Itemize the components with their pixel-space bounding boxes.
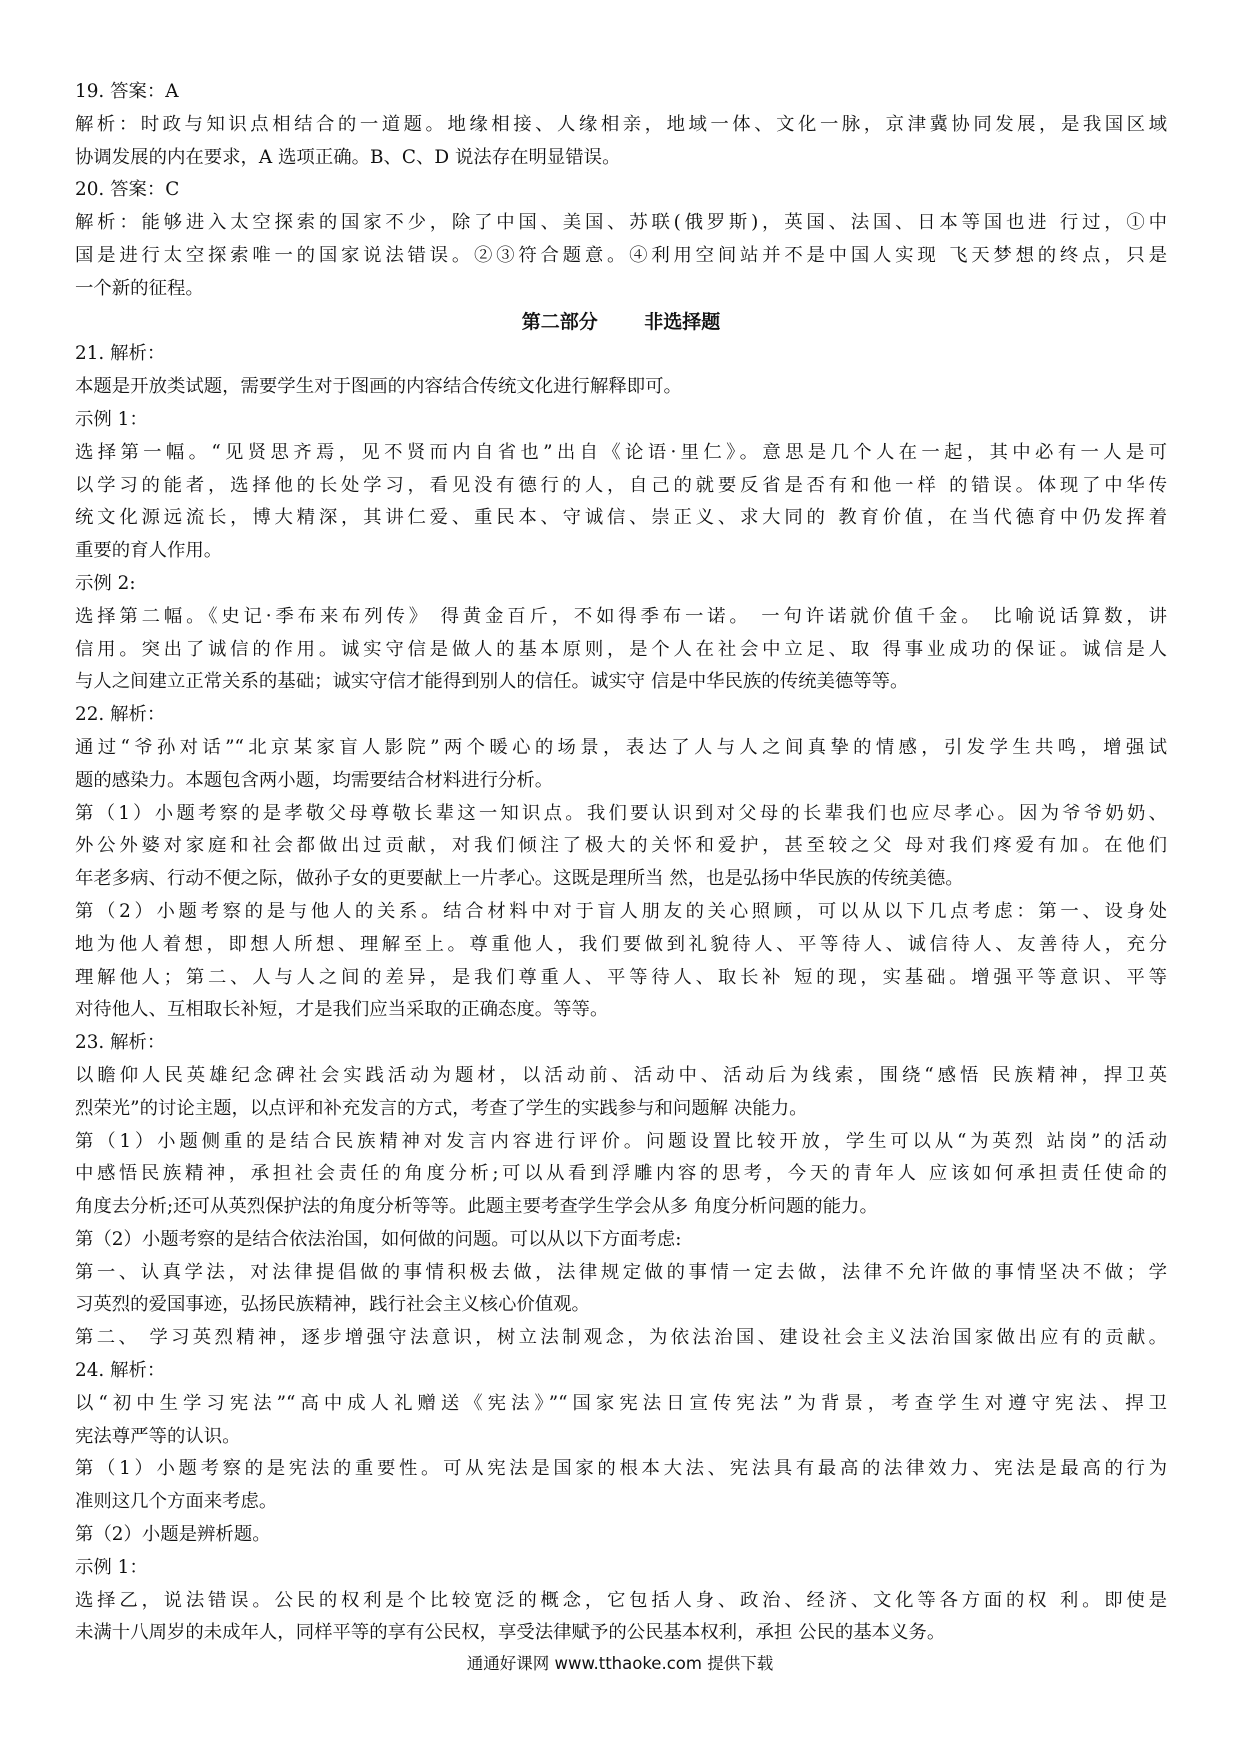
document-body xyxy=(75,76,1167,1650)
text-line: 以瞻仰人民英雄纪念碑社会实践活动为题材，以活动前、活动中、活动后为线索，围绕“感悟 民族精神，捍卫英 xyxy=(75,1064,1167,1086)
text-line: 24. 解析： xyxy=(75,1360,166,1382)
text-line: 21. 解析： xyxy=(75,343,166,365)
text-line: 解析：时政与知识点相结合的一道题。地缘相接、人缘相亲，地域一体、文化一脉，京津冀协同发展，是我国区域 xyxy=(75,113,1167,135)
text-line: 协调发展的内在要求，A 选项正确。B、C、D 说法存在明显错误。 xyxy=(75,146,621,168)
page-footer: 通通好课网 www.tthaoke.com 提供下载 xyxy=(466,1654,774,1673)
text-line: 与人之间建立正常关系的基础；诚实守信才能得到别人的信任。诚实守 信是中华民族的传统美德等等。 xyxy=(75,671,909,693)
text-line: 19. 答案：A xyxy=(75,81,179,102)
text-line: 外公外婆对家庭和社会都做出过贡献，对我们倾注了极大的关怀和爱护，甚至较之父 母对我们疼爱有加。在他们 xyxy=(75,835,1167,857)
text-line: 选择第二幅。《史记·季布来布列传》 得黄金百斤，不如得季布一诺。 一句许诺就价值千金。 比喻说话算数，讲 xyxy=(75,605,1167,627)
text-line: 习英烈的爱国事迹，弘扬民族精神，践行社会主义核心价值观。 xyxy=(75,1294,590,1316)
text-line: 题的感染力。本题包含两小题，均需要结合材料进行分析。 xyxy=(75,769,554,791)
text-line: 本题是开放类试题，需要学生对于图画的内容结合传统文化进行解释即可。 xyxy=(75,376,682,398)
text-line: 重要的育人作用。 xyxy=(75,540,223,562)
text-line: 23. 解析： xyxy=(75,1032,166,1054)
text-line: 中感悟民族精神，承担社会责任的角度分析;可以从看到浮雕内容的思考，今天的青年人 应该如何承担责任使命的 xyxy=(75,1163,1167,1185)
text-line: 国是进行太空探索唯一的国家说法错误。②③符合题意。④利用空间站并不是中国人实现 飞天梦想的终点，只是 xyxy=(75,244,1167,266)
text-line: 选择第一幅。“见贤思齐焉，见不贤而内自省也”出自《论语·里仁》。意思是几个人在一起，其中必有一人是可 xyxy=(75,441,1167,463)
text-line: 示例 2: xyxy=(75,572,136,594)
text-line: 20. 答案：C xyxy=(75,179,180,201)
text-line: 准则这几个方面来考虑。 xyxy=(75,1491,278,1513)
text-line: 角度去分析;还可从英烈保护法的角度分析等等。此题主要考查学生学会从多 角度分析问题的能力。 xyxy=(75,1196,878,1218)
text-line: 一个新的征程。 xyxy=(75,277,204,299)
text-line: 示例 1： xyxy=(75,408,148,430)
text-line: 信用。突出了诚信的作用。诚实守信是做人的基本原则，是个人在社会中立足、取 得事业成功的保证。诚信是人 xyxy=(75,638,1167,660)
text-line: 第（2）小题是辨析题。 xyxy=(75,1524,271,1546)
text-line: 对待他人、互相取长补短，才是我们应当采取的正确态度。等等。 xyxy=(75,999,609,1021)
text-line: 示例 1： xyxy=(75,1556,148,1578)
text-line: 第（1）小题考察的是宪法的重要性。可从宪法是国家的根本大法、宪法具有最高的法律效力、宪法是最高的行为 xyxy=(75,1458,1167,1480)
text-line: 未满十八周岁的未成年人，同样平等的享有公民权，享受法律赋予的公民基本权利，承担 公民的基本义务。 xyxy=(75,1622,946,1644)
text-line: 通过“爷孙对话”“北京某家盲人影院”两个暖心的场景，表达了人与人之间真挚的情感，引发学生共鸣，增强试 xyxy=(75,736,1167,758)
section-heading: 第二部分 非选择题 xyxy=(521,310,721,333)
text-line: 第一、认真学法，对法律提倡做的事情积极去做，法律规定做的事情一定去做，法律不允许做的事情坚决不做；学 xyxy=(75,1261,1167,1283)
text-line: 烈荣光”的讨论主题，以点评和补充发言的方式，考查了学生的实践参与和问题解 决能力。 xyxy=(75,1097,808,1119)
text-line: 选择乙，说法错误。公民的权利是个比较宽泛的概念，它包括人身、政治、经济、文化等各方面的权 利。即使是 xyxy=(75,1589,1167,1611)
text-line: 第（2）小题考察的是与他人的关系。结合材料中对于盲人朋友的关心照顾，可以从以下几点考虑：第一、设身处 xyxy=(75,900,1167,922)
text-line: 第二、 学习英烈精神，逐步增强守法意识，树立法制观念，为依法治国、建设社会主义法治国家做出应有的贡献。 xyxy=(75,1327,1167,1349)
text-line: 第（2）小题考察的是结合依法治国，如何做的问题。可以从以下方面考虑: xyxy=(75,1228,682,1250)
text-line: 22. 解析： xyxy=(75,704,166,726)
text-line: 统文化源远流长，博大精深，其讲仁爱、重民本、守诚信、崇正义、求大同的 教育价值，在当代德育中仍发挥着 xyxy=(75,507,1167,529)
text-line: 年老多病、行动不便之际，做孙子女的更要献上一片孝心。这既是理所当 然，也是弘扬中华民族的传统美德。 xyxy=(75,868,964,890)
text-line: 第（1）小题考察的是孝敬父母尊敬长辈这一知识点。我们要认识到对父母的长辈我们也应尽孝心。因为爷爷奶奶、 xyxy=(75,802,1167,824)
text-line: 理解他人；第二、人与人之间的差异，是我们尊重人、平等待人、取长补 短的现，实基础。增强平等意识、平等 xyxy=(75,966,1167,988)
text-line: 第（1）小题侧重的是结合民族精神对发言内容进行评价。问题设置比较开放，学生可以从“为英烈 站岗”的活动 xyxy=(75,1130,1167,1152)
text-line: 以“初中生学习宪法”“高中成人礼赠送《宪法》”“国家宪法日宣传宪法”为背景，考查学生对遵守宪法、捍卫 xyxy=(75,1392,1167,1414)
text-line: 宪法尊严等的认识。 xyxy=(75,1425,241,1447)
text-line: 解析：能够进入太空探索的国家不少，除了中国、美国、苏联(俄罗斯)，英国、法国、日本等国也进 行过，①中 xyxy=(75,212,1167,234)
text-line: 以学习的能者，选择他的长处学习，看见没有德行的人，自己的就要反省是否有和他一样 的错误。体现了中华传 xyxy=(75,474,1167,496)
text-line: 地为他人着想，即想人所想、理解至上。尊重他人，我们要做到礼貌待人、平等待人、诚信待人、友善待人，充分 xyxy=(75,933,1167,955)
